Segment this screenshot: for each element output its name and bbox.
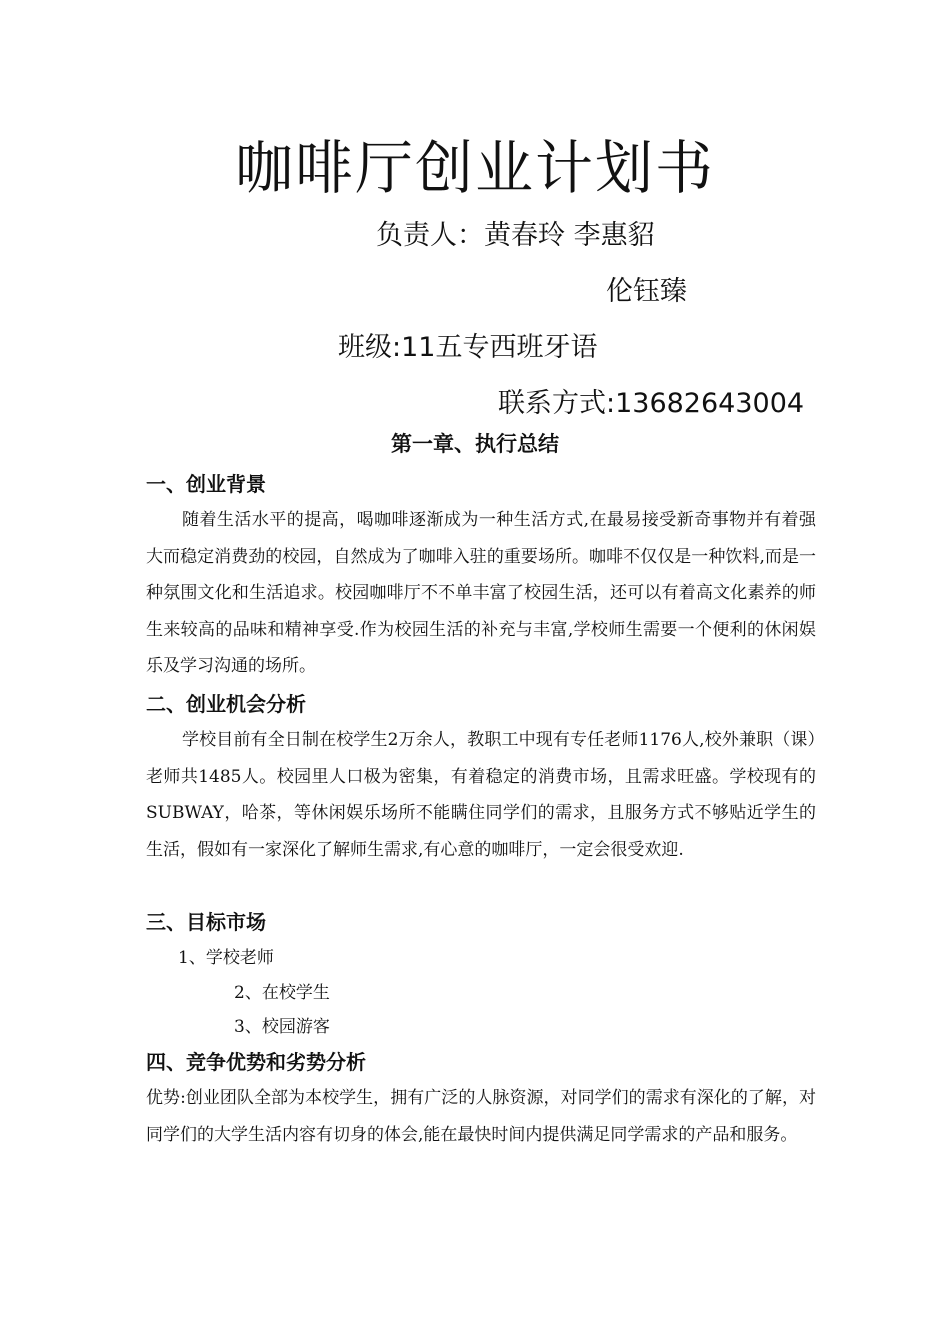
- document-title: 咖啡厅创业计划书: [234, 134, 715, 202]
- class-line: 班级:11五专西班牙语: [338, 332, 598, 363]
- section-heading-competition: 四、竞争优势和劣势分析: [146, 1050, 366, 1074]
- section-heading-background: 一、创业背景: [146, 472, 266, 496]
- section-heading-target-market: 三、目标市场: [146, 910, 266, 934]
- contact-line: 联系方式:13682643004: [498, 388, 805, 419]
- list-item: 2、在校学生: [234, 983, 330, 1003]
- section-body-competition: 优势:创业团队全部为本校学生，拥有广泛的人脉资源，对同学们的需求有深化的了解，对同学们的大学生活内容有切身的体会,能在最快时间内提供满足同学需求的产品和服务。: [146, 1088, 816, 1145]
- section-heading-opportunity: 二、创业机会分析: [146, 692, 306, 716]
- list-item: 1、学校老师: [178, 948, 274, 968]
- chapter-title: 第一章、执行总结: [391, 432, 559, 456]
- section-body-opportunity: 学校目前有全日制在校学生2万余人，教职工中现有专任老师1176人,校外兼职（课）老师共1485人。校园里人口极为密集，有着稳定的消费市场，且需求旺盛。学校现有的SUBWAY，哈茶，等休闲娱乐场所不能瞒住同学们的需求，且服务方式不够贴近学生的生活，假如有一家深化了解师生需求,有心意的咖啡厅，一定会很受欢迎.: [146, 730, 816, 860]
- section-body-background: 随着生活水平的提高，喝咖啡逐渐成为一种生活方式,在最易接受新奇事物并有着强大而稳定消费劲的校园，自然成为了咖啡入驻的重要场所。咖啡不仅仅是一种饮料,而是一种氛围文化和生活追求。校园咖啡厅不不单丰富了校园生活，还可以有着高文化素养的师生来较高的品味和精神享受.作为校园生活的补充与丰富,学校师生需要一个便利的休闲娱乐及学习沟通的场所。: [146, 510, 816, 676]
- list-item: 3、校园游客: [234, 1017, 330, 1037]
- leaders-line-continued: 伦钰臻: [606, 276, 687, 307]
- leaders-line: 负责人：黄春玲 李惠貂: [376, 220, 655, 251]
